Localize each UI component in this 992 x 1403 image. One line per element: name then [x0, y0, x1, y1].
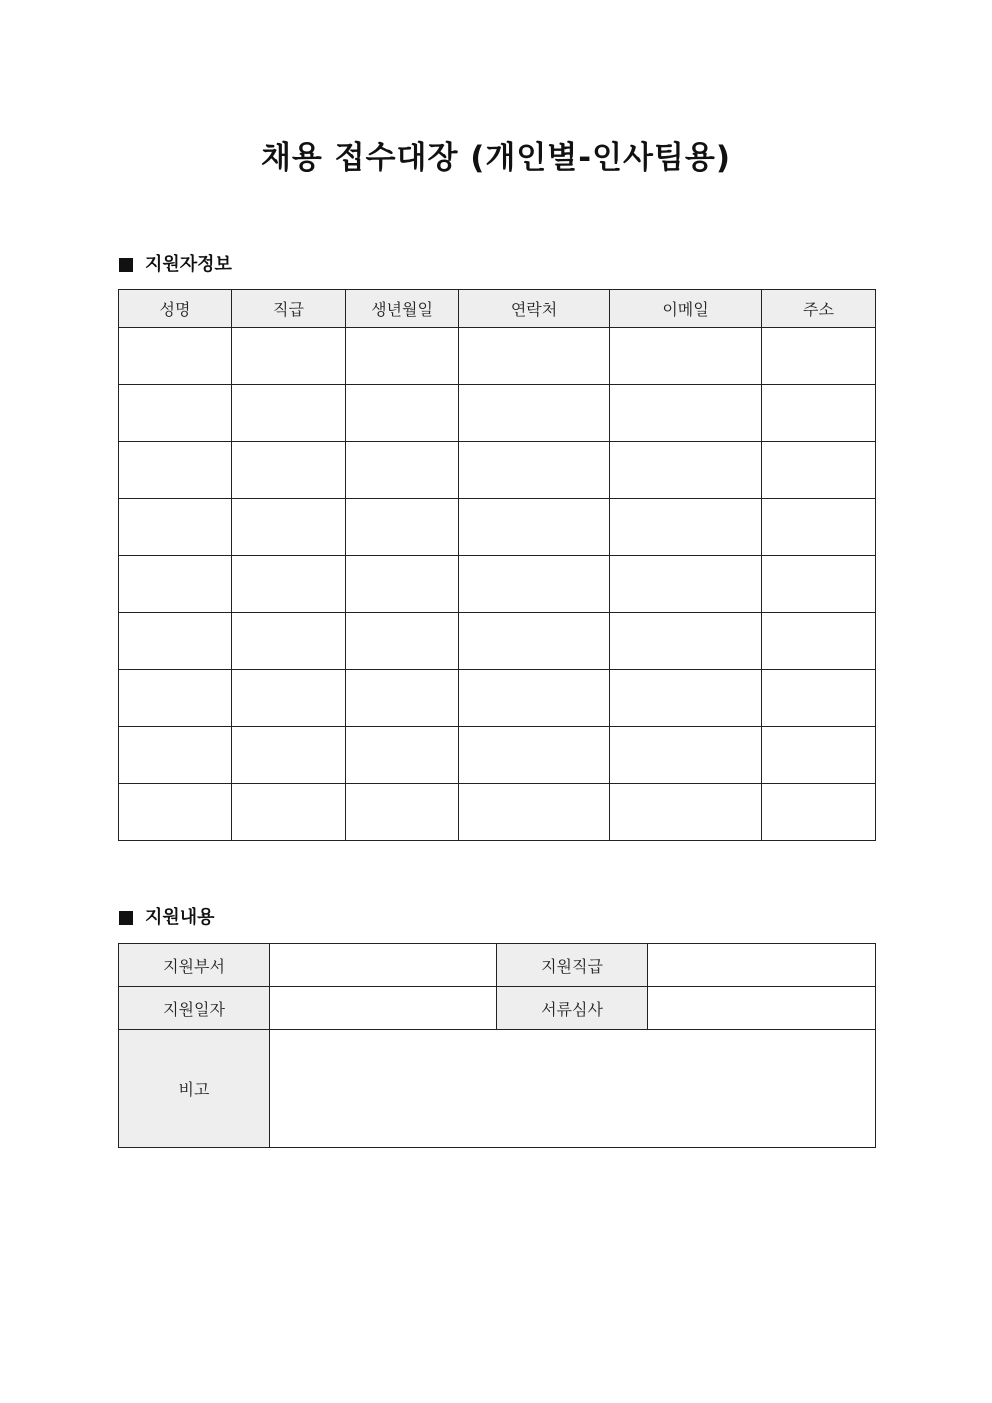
table-row	[119, 727, 876, 784]
applicant-cell[interactable]	[232, 442, 346, 499]
applicant-cell[interactable]	[232, 613, 346, 670]
table-row	[119, 613, 876, 670]
remarks-value-cell[interactable]	[270, 1030, 876, 1148]
applicant-info-heading	[119, 253, 232, 277]
applicant-cell[interactable]	[762, 613, 876, 670]
table-row	[119, 442, 876, 499]
column-header-contact: 연락처	[459, 290, 610, 328]
applicant-info-heading-label: 지원자정보	[145, 254, 232, 275]
applicant-cell[interactable]	[762, 727, 876, 784]
document-screening-value-cell[interactable]	[648, 987, 876, 1030]
applicant-cell[interactable]	[610, 727, 762, 784]
applicant-cell[interactable]	[610, 499, 762, 556]
application-date-label: 지원일자	[119, 987, 270, 1030]
applicant-cell[interactable]	[346, 328, 459, 385]
applicant-cell[interactable]	[119, 784, 232, 841]
position-value-cell[interactable]	[648, 944, 876, 987]
applicant-cell[interactable]	[610, 442, 762, 499]
applicant-cell[interactable]	[459, 556, 610, 613]
table-row	[119, 944, 876, 987]
applicant-cell[interactable]	[346, 442, 459, 499]
applicant-cell[interactable]	[346, 727, 459, 784]
table-row	[119, 987, 876, 1030]
department-label: 지원부서	[119, 944, 270, 987]
department-value-cell[interactable]	[270, 944, 497, 987]
applicant-cell[interactable]	[610, 328, 762, 385]
applicant-cell[interactable]	[459, 328, 610, 385]
applicant-cell[interactable]	[232, 556, 346, 613]
applicant-cell[interactable]	[346, 556, 459, 613]
applicant-cell[interactable]	[232, 499, 346, 556]
column-header-rank: 직급	[232, 290, 346, 328]
applicant-cell[interactable]	[346, 613, 459, 670]
table-row	[119, 1030, 876, 1148]
applicant-cell[interactable]	[762, 670, 876, 727]
applicant-cell[interactable]	[610, 670, 762, 727]
table-row	[119, 499, 876, 556]
applicant-cell[interactable]	[610, 784, 762, 841]
applicant-cell[interactable]	[346, 784, 459, 841]
applicant-cell[interactable]	[119, 727, 232, 784]
applicant-cell[interactable]	[119, 499, 232, 556]
application-details-heading	[119, 906, 215, 930]
applicant-cell[interactable]	[459, 784, 610, 841]
applicant-cell[interactable]	[232, 328, 346, 385]
square-bullet-icon	[119, 911, 133, 925]
position-label: 지원직급	[497, 944, 648, 987]
applicant-cell[interactable]	[610, 556, 762, 613]
table-row	[119, 385, 876, 442]
table-row	[119, 556, 876, 613]
applicant-cell[interactable]	[762, 442, 876, 499]
applicant-cell[interactable]	[232, 784, 346, 841]
applicant-cell[interactable]	[346, 385, 459, 442]
table-row	[119, 328, 876, 385]
applicant-cell[interactable]	[232, 670, 346, 727]
application-details-heading-label: 지원내용	[145, 907, 215, 928]
square-bullet-icon	[119, 258, 133, 272]
applicant-cell[interactable]	[346, 670, 459, 727]
applicant-cell[interactable]	[762, 784, 876, 841]
applicant-table-body	[119, 328, 876, 841]
column-header-address: 주소	[762, 290, 876, 328]
applicant-cell[interactable]	[346, 499, 459, 556]
applicant-cell[interactable]	[459, 613, 610, 670]
column-header-birthdate: 생년월일	[346, 290, 459, 328]
applicant-cell[interactable]	[232, 727, 346, 784]
applicant-cell[interactable]	[459, 385, 610, 442]
applicant-cell[interactable]	[459, 442, 610, 499]
applicant-cell[interactable]	[459, 499, 610, 556]
column-header-email: 이메일	[610, 290, 762, 328]
applicant-cell[interactable]	[119, 385, 232, 442]
document-screening-label: 서류심사	[497, 987, 648, 1030]
applicant-cell[interactable]	[119, 556, 232, 613]
applicant-cell[interactable]	[119, 670, 232, 727]
table-row	[119, 784, 876, 841]
application-date-value-cell[interactable]	[270, 987, 497, 1030]
applicant-cell[interactable]	[762, 556, 876, 613]
table-row	[119, 670, 876, 727]
applicant-cell[interactable]	[762, 499, 876, 556]
applicant-cell[interactable]	[119, 328, 232, 385]
applicant-cell[interactable]	[232, 385, 346, 442]
document-title: 채용 접수대장 (개인별-인사팀용)	[260, 140, 732, 176]
remarks-label: 비고	[119, 1030, 270, 1148]
table-header-row	[119, 290, 876, 328]
applicant-cell[interactable]	[119, 613, 232, 670]
applicant-cell[interactable]	[762, 385, 876, 442]
applicant-cell[interactable]	[459, 670, 610, 727]
application-details-table	[118, 943, 876, 1148]
applicant-cell[interactable]	[762, 328, 876, 385]
applicant-info-table	[118, 289, 876, 841]
column-header-name: 성명	[119, 290, 232, 328]
applicant-cell[interactable]	[119, 442, 232, 499]
applicant-cell[interactable]	[610, 385, 762, 442]
applicant-cell[interactable]	[459, 727, 610, 784]
applicant-cell[interactable]	[610, 613, 762, 670]
